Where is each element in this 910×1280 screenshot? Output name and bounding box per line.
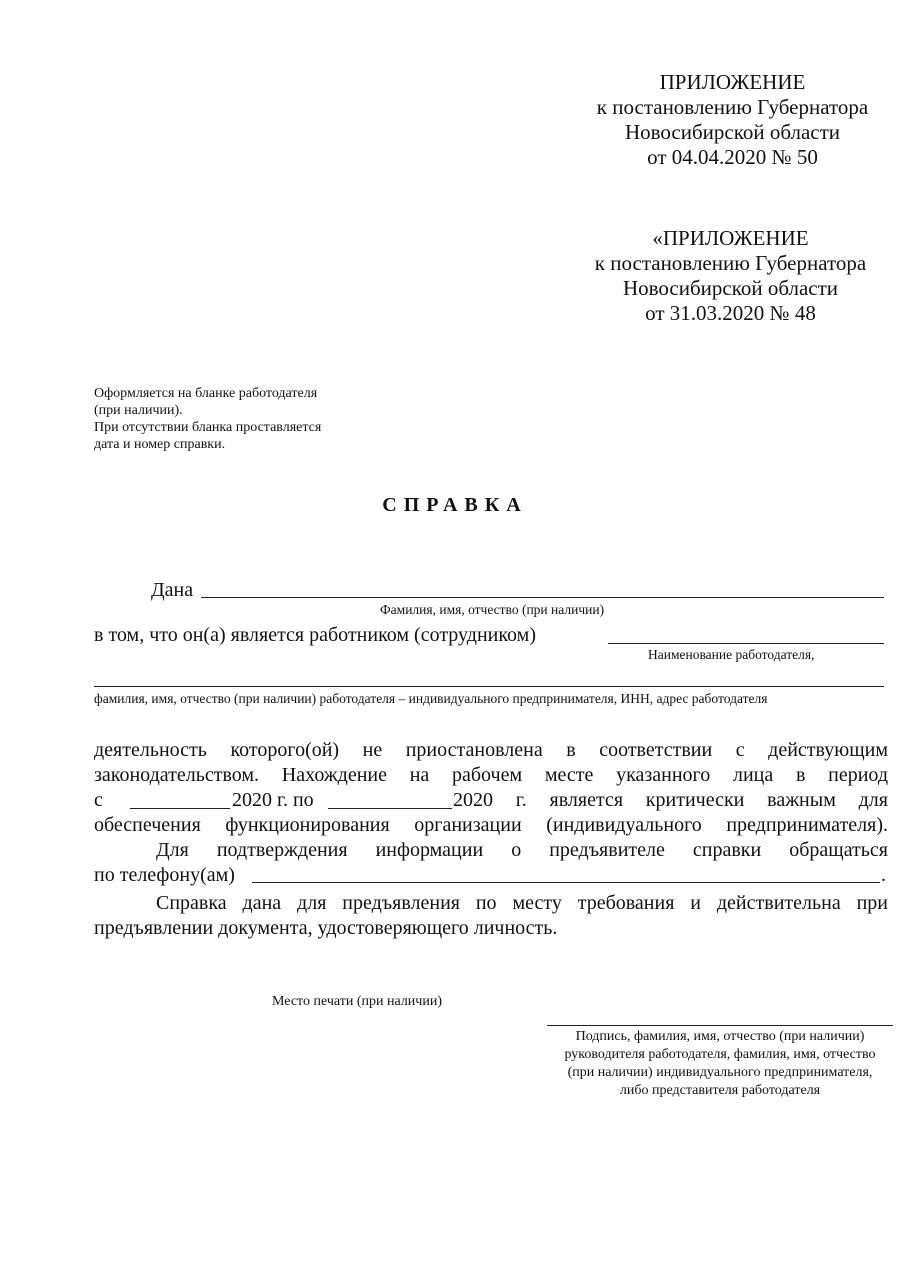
signature-caption: [538, 1028, 902, 1100]
period-year-from: 2020 г. по: [232, 789, 314, 811]
phone-field-line[interactable]: [252, 882, 880, 883]
signature-caption-line: Подпись, фамилия, имя, отчество (при наличии): [575, 1029, 865, 1044]
signature-caption-line: либо представителя работодателя: [619, 1083, 821, 1098]
ip-hint: фамилия, имя, отчество (при наличии) работодателя – индивидуального предпринимателя, ИНН, адрес работодателя: [94, 691, 768, 706]
fio-hint: Фамилия, имя, отчество (при наличии): [380, 602, 605, 617]
body-line: обеспечения функционирования организации (индивидуального предпринимателя).: [94, 814, 888, 836]
signature-caption-line: руководителя работодателя, фамилия, имя, отчество: [564, 1047, 876, 1062]
note-line: дата и номер справки.: [94, 437, 226, 452]
body-line: Справка дана для предъявления по месту требования и действительна при: [156, 892, 888, 914]
annex-date: от 31.03.2020 № 48: [645, 301, 816, 325]
annex-line: Новосибирской области: [622, 276, 839, 300]
annex-line: Новосибирской области: [624, 120, 841, 144]
annex-date: от 04.04.2020 № 50: [647, 145, 818, 169]
employer-field-line[interactable]: [608, 643, 884, 644]
annex-header-current: [585, 70, 880, 170]
body-line: предъявлении документа, удостоверяющего личность.: [94, 917, 558, 939]
note-line: Оформляется на бланке работодателя: [94, 386, 318, 401]
note-line: При отсутствии бланка проставляется: [94, 420, 322, 435]
blank-note: [94, 385, 321, 453]
period-start-line[interactable]: [130, 808, 230, 809]
note-line: (при наличии).: [94, 403, 183, 418]
phone-label: по телефону(ам): [94, 864, 235, 886]
document-title: СПРАВКА: [382, 494, 528, 516]
signature-caption-line: (при наличии) индивидуального предпринимателя,: [567, 1065, 873, 1080]
phone-end-dot: .: [881, 864, 886, 886]
body-line: деятельность которого(ой) не приостановлена в соответствии с действующим: [94, 739, 888, 761]
body-line: законодательством. Нахождение на рабочем месте указанного лица в период: [94, 764, 888, 786]
employer-hint: Наименование работодателя,: [648, 647, 815, 662]
stamp-place: Место печати (при наличии): [272, 994, 442, 1009]
annex-line: к постановлению Губернатора: [596, 95, 869, 119]
issued-to-label: Дана: [151, 579, 194, 601]
period-end-line[interactable]: [328, 808, 452, 809]
annex-title: ПРИЛОЖЕНИЕ: [659, 70, 806, 94]
annex-line: к постановлению Губернатора: [594, 251, 867, 275]
period-from-label: с: [94, 789, 103, 811]
annex-title: «ПРИЛОЖЕНИЕ: [652, 226, 809, 250]
annex-header-previous: [578, 226, 883, 326]
body-line: Для подтверждения информации о предъявителе справки обращаться: [156, 839, 888, 861]
employee-label: в том, что он(а) является работником (сотрудником): [94, 624, 536, 646]
fio-field-line[interactable]: [201, 597, 884, 598]
employer-details-line[interactable]: [94, 686, 884, 687]
signature-line[interactable]: [547, 1025, 893, 1026]
period-year-to: 2020 г. является критически важным для: [453, 789, 888, 811]
